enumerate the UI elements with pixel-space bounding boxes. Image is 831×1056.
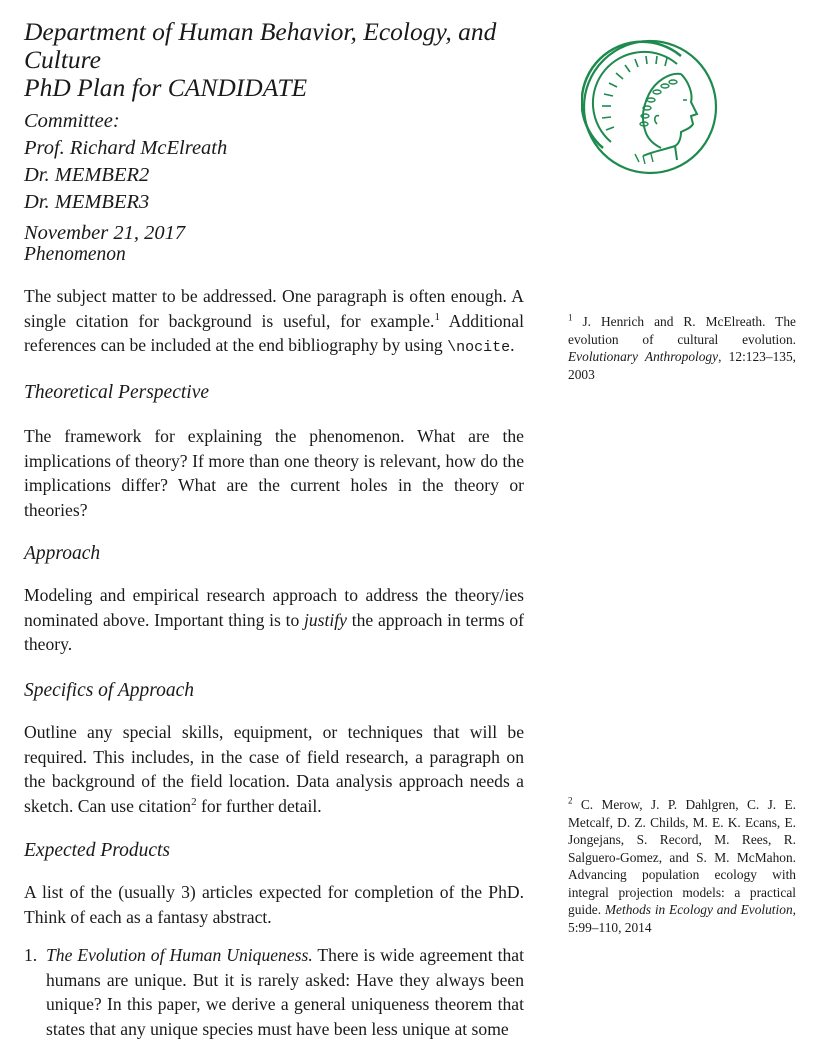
section-heading-approach: Approach bbox=[24, 543, 101, 564]
specifics-text: Outline any special skills, equipment, or techniques that will be required. This includes, in the case of field research, a paragraph on the background of the field location. Data analysis approach needs a sketch. Can use citation bbox=[24, 722, 524, 816]
footnote-ref-2[interactable]: 2 bbox=[191, 795, 197, 808]
footnote-text-end: , 12:123–135, 2003 bbox=[568, 349, 796, 382]
document-date: November 21, 2017 bbox=[24, 222, 186, 244]
phenomenon-text: The subject matter to be addressed. One paragraph is often enough. A single citation for background is useful, for example. bbox=[24, 286, 524, 331]
department-title: Department of Human Behavior, Ecology, and Culture bbox=[24, 17, 497, 74]
approach-text: Modeling and empirical research approach to address the theory/ies nominated above. Important thing is to bbox=[24, 585, 524, 630]
specifics-paragraph bbox=[24, 720, 524, 818]
footnote-text: C. Merow, J. P. Dahlgren, C. J. E. Metcalf, D. Z. Childs, M. E. K. Ecans, E. Jongejans, S. Record, M. Rees, R. Salguero-Gomez, and S. M. McMahon. Advancing population ecology with integral projection models: a practical guide. bbox=[568, 797, 796, 917]
approach-paragraph bbox=[24, 583, 524, 657]
list-item bbox=[24, 943, 524, 1041]
products-paragraph: A list of the (usually 3) articles expected for completion of the PhD. Think of each as a fantasy abstract. bbox=[24, 882, 524, 927]
footnote-text-end: , 5:99–110, 2014 bbox=[568, 902, 796, 935]
footnote-journal: Methods in Ecology and Evolution bbox=[604, 902, 793, 917]
committee-member: Prof. Richard McElreath bbox=[24, 137, 228, 159]
footnote-ref-1[interactable]: 1 bbox=[434, 310, 440, 323]
list-number: 1. bbox=[24, 945, 38, 965]
nocite-code: \nocite bbox=[447, 339, 511, 356]
committee-member: Dr. MEMBER2 bbox=[24, 164, 150, 186]
section-heading-theoretical-perspective: Theoretical Perspective bbox=[24, 382, 210, 403]
article-abstract: There is wide agreement that humans are unique. But it is rarely asked: Have they always been unique? In this paper, we derive a general uniqueness theorem that states that any unique species must have been less unique at some bbox=[46, 945, 524, 1039]
minerva-medallion-icon bbox=[581, 38, 719, 176]
specifics-text-end: for further detail. bbox=[196, 795, 322, 816]
theory-paragraph: The framework for explaining the phenomenon. What are the implications of theory? If more than one theory is relevant, how do the implications differ? What are the current holes in the theory or theories? bbox=[24, 426, 524, 520]
section-heading-expected-products: Expected Products bbox=[24, 840, 171, 861]
footnote-1 bbox=[568, 313, 796, 383]
approach-text-end: the approach in terms of theory. bbox=[24, 609, 525, 654]
document-header bbox=[24, 18, 524, 247]
approach-emphasis: justify bbox=[303, 609, 347, 630]
footnote-text: J. Henrich and R. McElreath. The evolution of cultural evolution. bbox=[568, 314, 796, 347]
committee bbox=[24, 108, 524, 216]
footnote-mark: 2 bbox=[568, 795, 573, 806]
footnote-journal: Evolutionary Anthropology bbox=[568, 349, 719, 364]
committee-label: Committee: bbox=[24, 110, 120, 132]
section-heading-phenomenon: Phenomenon bbox=[24, 244, 126, 265]
phenomenon-text-cont: Additional references can be included at the end bibliography by using bbox=[24, 310, 524, 355]
committee-member: Dr. MEMBER3 bbox=[24, 191, 150, 213]
footnote-mark: 1 bbox=[568, 312, 573, 323]
section-heading-specifics: Specifics of Approach bbox=[24, 680, 195, 701]
phenomenon-paragraph bbox=[24, 284, 524, 361]
footnote-2 bbox=[568, 796, 796, 936]
article-title: The Evolution of Human Uniqueness. bbox=[46, 945, 313, 965]
phenomenon-text-end: . bbox=[510, 335, 515, 355]
plan-title: PhD Plan for CANDIDATE bbox=[24, 73, 308, 102]
